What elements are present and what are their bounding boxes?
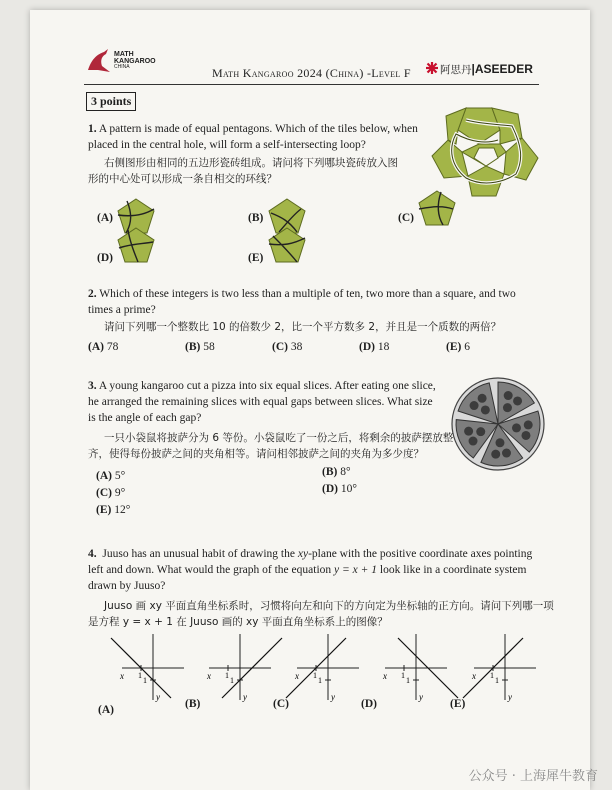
- y-axis-label: y: [243, 692, 247, 702]
- pizza-topping: [476, 427, 485, 436]
- q1-tile-e[interactable]: [267, 226, 307, 264]
- q4-option-b-label[interactable]: (B): [185, 698, 201, 710]
- kangaroo-icon: [84, 48, 112, 74]
- tick-label: 1: [318, 676, 322, 685]
- tick-label: 1: [225, 671, 229, 680]
- tick-label: 1: [406, 676, 410, 685]
- pizza-topping: [491, 450, 500, 459]
- pizza-topping: [495, 438, 504, 447]
- x-axis-label: x: [120, 671, 124, 681]
- q3-text-cn-2: 齐，使得每份披萨之间的夹角相等。请问相邻披萨之间的夹角为多少度？: [88, 448, 424, 460]
- y-axis-label: y: [156, 692, 160, 702]
- x-axis-label: x: [207, 671, 211, 681]
- pizza-topping: [521, 431, 530, 440]
- tick-label: 1: [138, 671, 142, 680]
- tick-label: 1: [401, 671, 405, 680]
- q4-number: 4.: [88, 548, 97, 560]
- q1-text-cn-2: 形的中心处可以形成一条自相交的环线？: [88, 173, 277, 185]
- q3-text-en: A young kangaroo cut a pizza into six equal slices. After eating one slice, he arranged the remaining slices with equal gaps between slices. What size is the angle of each gap?: [88, 380, 436, 424]
- brand-cn: 阿思丹: [440, 64, 472, 76]
- q2-option-e[interactable]: (E) 6: [446, 341, 470, 353]
- q3-option-b[interactable]: (B) 8°: [322, 466, 351, 478]
- q1-option-d-label[interactable]: (D): [97, 252, 113, 264]
- q4-text-cn-2: 是方程 y = x + 1 在 Juuso 画的 xy 平面直角坐标系上的图像？: [88, 616, 388, 628]
- q3-option-e[interactable]: (E) 12°: [96, 504, 131, 516]
- q2-text-cn: 请问下列哪一个整数比 10 的倍数少 2，比一个平方数多 2，并且是一个质数的两倍？: [104, 321, 502, 333]
- tick-label: 1: [313, 671, 317, 680]
- math-kangaroo-logo: [84, 48, 164, 88]
- q1-text-en: A pattern is made of equal pentagons. Which of the tiles below, when placed in the central hole, will form a self-intersecting loop?: [88, 123, 418, 151]
- q4-graph-c[interactable]: [293, 632, 363, 702]
- q2-option-d[interactable]: (D) 18: [359, 341, 390, 353]
- q2-text-en: Which of these integers is two less than a multiple of ten, two more than a square, and two times a prime?: [88, 288, 516, 316]
- q1-option-e-label[interactable]: (E): [248, 252, 264, 264]
- pizza-topping: [502, 449, 511, 458]
- q2-option-a[interactable]: (A) 78: [88, 341, 119, 353]
- x-axis-label: x: [383, 671, 387, 681]
- pizza-topping: [504, 391, 513, 400]
- x-axis-label: x: [472, 671, 476, 681]
- q4-graph-d[interactable]: [381, 632, 451, 702]
- tick-label: 1: [490, 671, 494, 680]
- q1-tile-c[interactable]: [417, 189, 457, 227]
- q3-text-cn-1: 一只小袋鼠将披萨分为 6 等份。小袋鼠吃了一份之后，将剩余的披萨摆放整: [104, 432, 454, 444]
- q2-number: 2.: [88, 288, 97, 300]
- q1-number: 1.: [88, 123, 97, 135]
- q4-option-a-label[interactable]: (A): [98, 704, 114, 716]
- tick-label: 1: [495, 676, 499, 685]
- x-axis-label: x: [295, 671, 299, 681]
- q1-text-cn-1: 右侧图形由相同的五边形瓷砖组成。请问将下列哪块瓷砖放入图: [104, 157, 398, 169]
- page-header-title: Math Kangaroo 2024 (China) -Level F: [212, 66, 411, 80]
- pizza-topping: [470, 401, 479, 410]
- q1-option-a-label[interactable]: (A): [97, 212, 113, 224]
- pizza-topping: [481, 405, 490, 414]
- q3-number: 3.: [88, 380, 97, 392]
- q4-graph-e[interactable]: [470, 632, 540, 702]
- q2-option-c[interactable]: (C) 38: [272, 341, 303, 353]
- q4-text: 4. Juuso has an unusual habit of drawing the xy-plane with the positive coordinate axes pointing left and down. What would the graph of the equation y = x + 1 look like in a coordinate system drawn by Juuso?: [88, 548, 533, 592]
- points-section-label: 3 points: [86, 92, 136, 111]
- q4-graph-b[interactable]: [205, 632, 275, 702]
- wechat-watermark: 公众号 · 上海犀牛教育: [468, 769, 598, 784]
- y-axis-label: y: [419, 692, 423, 702]
- q1-option-c-label[interactable]: (C): [398, 212, 414, 224]
- logo-text-china: CHINA: [114, 64, 130, 70]
- q4-option-d-label[interactable]: (D): [361, 698, 377, 710]
- q4-graph-a[interactable]: [118, 632, 188, 702]
- q4-option-c-label[interactable]: (C): [273, 698, 289, 710]
- q2-text: [88, 286, 536, 318]
- q3-pizza-figure: [450, 376, 546, 472]
- q1-tile-d[interactable]: [116, 226, 156, 264]
- q4-text-cn-1: Juuso 画 xy 平面直角坐标系时，习惯将向左和向下的方向定为坐标轴的正方向。请问下列哪一项: [104, 600, 554, 612]
- tick-label: 1: [143, 676, 147, 685]
- tick-label: 1: [230, 676, 234, 685]
- y-axis-label: y: [331, 692, 335, 702]
- pizza-topping: [469, 437, 478, 446]
- q1-option-b-label[interactable]: (B): [248, 212, 264, 224]
- q3-option-a[interactable]: (A) 5°: [96, 470, 126, 482]
- pizza-topping: [524, 420, 533, 429]
- logo-text-kangaroo: KANGAROO: [114, 58, 156, 65]
- pizza-topping: [464, 427, 473, 436]
- brand-en: ASEEDER: [474, 62, 533, 76]
- header-rule: [84, 84, 539, 85]
- q1-pentagon-pattern-figure: [426, 104, 546, 199]
- pizza-topping: [478, 394, 487, 403]
- aseeder-logo: 阿思丹|ASEEDER: [440, 62, 533, 77]
- q3-option-d[interactable]: (D) 10°: [322, 483, 357, 495]
- q4-option-e-label[interactable]: (E): [450, 698, 466, 710]
- pizza-topping: [513, 396, 522, 405]
- q1-text: [88, 121, 418, 153]
- q2-option-b[interactable]: (B) 58: [185, 341, 215, 353]
- q3-option-c[interactable]: (C) 9°: [96, 487, 126, 499]
- pizza-topping: [512, 423, 521, 432]
- logo-text-math: MATH: [114, 51, 134, 58]
- q3-text: [88, 378, 438, 426]
- q4-equation: y = x + 1: [334, 564, 377, 576]
- pizza-topping: [503, 403, 512, 412]
- y-axis-label: y: [508, 692, 512, 702]
- asterisk-logo-icon: [426, 62, 440, 76]
